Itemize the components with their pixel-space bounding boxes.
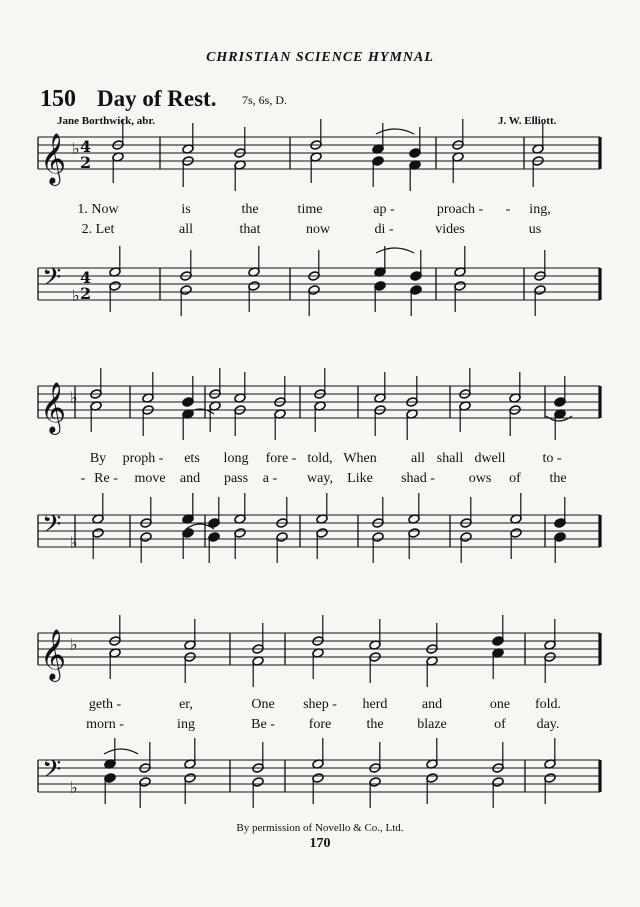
lyric-syllable: ets [184,451,200,466]
hymn-title: Day of Rest. [97,86,217,111]
lyric-syllable: of [509,471,521,486]
lyric-syllable: the [549,471,567,486]
treble-clef-icon: 𝄞 [40,629,67,680]
treble-clef-icon: 𝄞 [40,133,67,184]
time-sig-numerator: 4 [80,268,92,287]
flat-sign-icon: ♭ [70,635,78,654]
time-sig-numerator: 4 [80,137,92,156]
lyric-syllable: shep - [303,697,337,712]
lyric-syllable: all [411,451,425,466]
lyric-syllable: us [528,222,542,237]
lyric-syllable: morn - [86,717,124,732]
lyric-syllable: di - [374,222,394,237]
flat-sign-icon: ♭ [72,286,80,305]
lyric-syllable: one [489,697,511,712]
lyric-syllable: ap - [373,202,395,217]
lyric-syllable: way, [307,471,333,486]
lyric-syllable: all [179,222,193,237]
lyric-syllable: - [505,202,511,217]
lyric-syllable: long [223,451,249,466]
lyric-syllable: By [89,451,107,466]
lyric-syllable: Like [347,471,373,486]
lyric-syllable: the [241,202,259,217]
lyric-syllable: time [297,202,323,217]
treble-clef-icon: 𝄞 [40,382,67,433]
lyric-syllable: shad - [401,471,435,486]
lyric-syllable: and [421,697,443,712]
lyric-syllable: to - [542,451,562,466]
lyric-syllable: herd [362,697,388,712]
hymn-number: 150 [40,86,76,112]
time-sig-denominator: 2 [80,284,92,303]
lyric-syllable: ing, [529,202,551,217]
lyric-syllable: now [305,222,331,237]
flat-sign-icon: ♭ [70,388,78,407]
lyric-syllable: fold. [534,697,562,712]
running-title: CHRISTIAN SCIENCE HYMNAL [206,50,434,65]
flat-sign-icon: ♭ [70,778,78,797]
bass-clef-icon: 𝄢 [42,510,62,545]
slur [376,129,414,134]
lyric-syllable: er, [179,697,193,712]
lyric-syllable: 2. Let [81,222,115,237]
lyric-syllable: of [494,717,506,732]
slur [104,749,138,754]
lyric-syllable: When [343,451,377,466]
lyric-syllable: that [239,222,261,237]
lyric-syllable: and [179,471,201,486]
lyric-syllable: One [251,697,275,712]
lyric-syllable: ing [177,717,195,732]
time-sig-denominator: 2 [80,153,92,172]
lyric-syllable: fore [308,717,332,732]
lyric-syllable: Re - [94,471,118,486]
lyric-syllable: is [181,202,191,217]
hymn-author: Jane Borthwick, abr. [57,115,155,127]
lyric-syllable: fore - [265,451,297,466]
bass-clef-icon: 𝄢 [42,263,62,298]
bass-clef-icon: 𝄢 [42,755,62,790]
lyric-syllable: proph - [122,451,164,466]
permission-note: By permission of Novello & Co., Ltd. [236,822,404,834]
hymn-meter: 7s, 6s, D. [242,93,288,107]
lyric-syllable: move [134,471,166,486]
lyric-syllable: - [80,471,86,486]
lyric-syllable: told, [307,451,333,466]
lyric-syllable: Be - [251,717,275,732]
page-number: 170 [309,836,331,851]
flat-sign-icon: ♭ [70,533,78,552]
lyric-syllable: a - [262,471,278,486]
flat-sign-icon: ♭ [72,139,80,158]
lyric-syllable: vides [435,222,465,237]
lyric-syllable: geth - [88,697,122,712]
lyric-syllable: the [366,717,384,732]
lyric-syllable: proach - [436,202,484,217]
slur [376,248,414,253]
lyric-syllable: blaze [417,717,447,732]
hymn-composer: J. W. Elliott. [498,115,557,127]
lyric-syllable: shall [436,451,464,466]
lyric-syllable: 1. Now [77,202,119,217]
lyric-syllable: ows [468,471,492,486]
lyric-syllable: pass [223,471,249,486]
lyric-syllable: dwell [474,451,506,466]
lyric-syllable: day. [536,717,560,732]
